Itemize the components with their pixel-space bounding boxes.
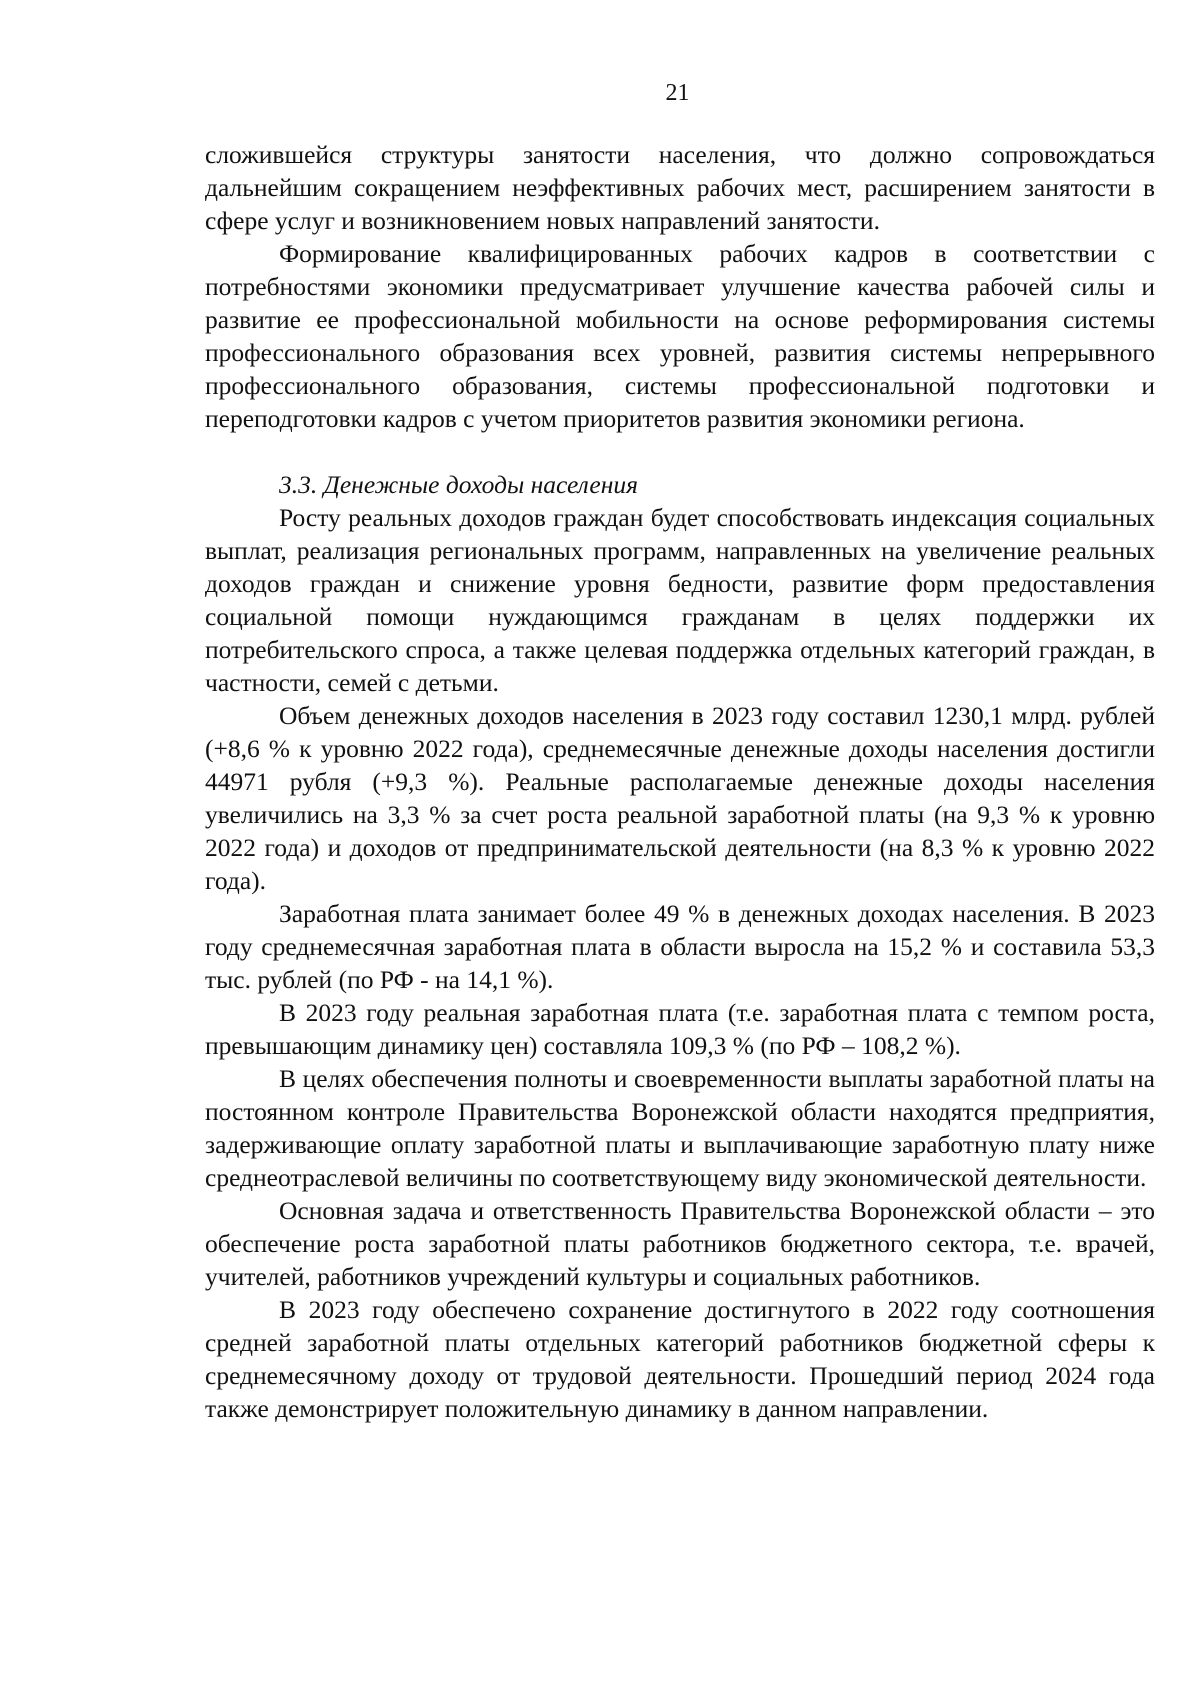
paragraph-continuation: сложившейся структуры занятости населения, что должно сопровождаться дальнейшим сокращением неэффективных рабочих мест, расширением занятости в сфере услуг и возникновением новых направлений занятости. xyxy=(205,140,1155,235)
paragraph-ratio-2023: В 2023 году обеспечено сохранение достигнутого в 2022 году соотношения средней заработной платы отдельных категорий работников бюджетной сферы к среднемесячному доходу от трудовой деятельности. Прошедший период 2024 года также демонстрирует положительную динамику в данном направлении. xyxy=(205,1295,1155,1423)
paragraph-real-wage: В 2023 году реальная заработная плата (т.е. заработная плата с темпом роста, превышающим динамику цен) составляла 109,3 % (по РФ – 108,2 %). xyxy=(205,998,1155,1060)
page-number: 21 xyxy=(665,80,690,106)
paragraph-income-volume: Объем денежных доходов населения в 2023 году составил 1230,1 млрд. рублей (+8,6 % к уровню 2022 года), среднемесячные денежные доходы населения достигли 44971 рубля (+9,3 %). Реальные располагаемые денежные доходы населения увеличились на 3,3 % за счет роста реальной заработной платы (на 9,3 % к уровню 2022 года) и доходов от предпринимательской деятельности (на 8,3 % к уровню 2022 года). xyxy=(205,701,1155,895)
paragraph-wage-control: В целях обеспечения полноты и своевременности выплаты заработной платы на постоянном контроле Правительства Воронежской области находятся предприятия, задерживающие оплату заработной платы и выплачивающие заработную плату ниже среднеотраслевой величины по соответствующему виду экономической деятельности. xyxy=(205,1064,1155,1192)
paragraph-main-task: Основная задача и ответственность Правительства Воронежской области – это обеспечение роста заработной платы работников бюджетного сектора, т.е. врачей, учителей, работников учреждений культуры и социальных работников. xyxy=(205,1196,1155,1291)
paragraph-workforce: Формирование квалифицированных рабочих кадров в соответствии с потребностями экономики предусматривает улучшение качества рабочей силы и развитие ее профессиональной мобильности на основе реформирования системы профессионального образования всех уровней, развития системы непрерывного профессионального образования, системы профессиональной подготовки и переподготовки кадров с учетом приоритетов развития экономики региона. xyxy=(205,239,1155,433)
section-heading: 3.3. Денежные доходы населения xyxy=(279,470,639,499)
paragraph-wage-share: Заработная плата занимает более 49 % в денежных доходах населения. В 2023 году среднемесячная заработная плата в области выросла на 15,2 % и составила 53,3 тыс. рублей (по РФ - на 14,1 %). xyxy=(205,899,1155,994)
document-body xyxy=(205,138,1155,1425)
paragraph-income-growth: Росту реальных доходов граждан будет способствовать индексация социальных выплат, реализация региональных программ, направленных на увеличение реальных доходов граждан и снижение уровня бедности, развитие форм предоставления социальной помощи нуждающимся гражданам в целях поддержки их потребительского спроса, а также целевая поддержка отдельных категорий граждан, в частности, семей с детьми. xyxy=(205,503,1155,697)
